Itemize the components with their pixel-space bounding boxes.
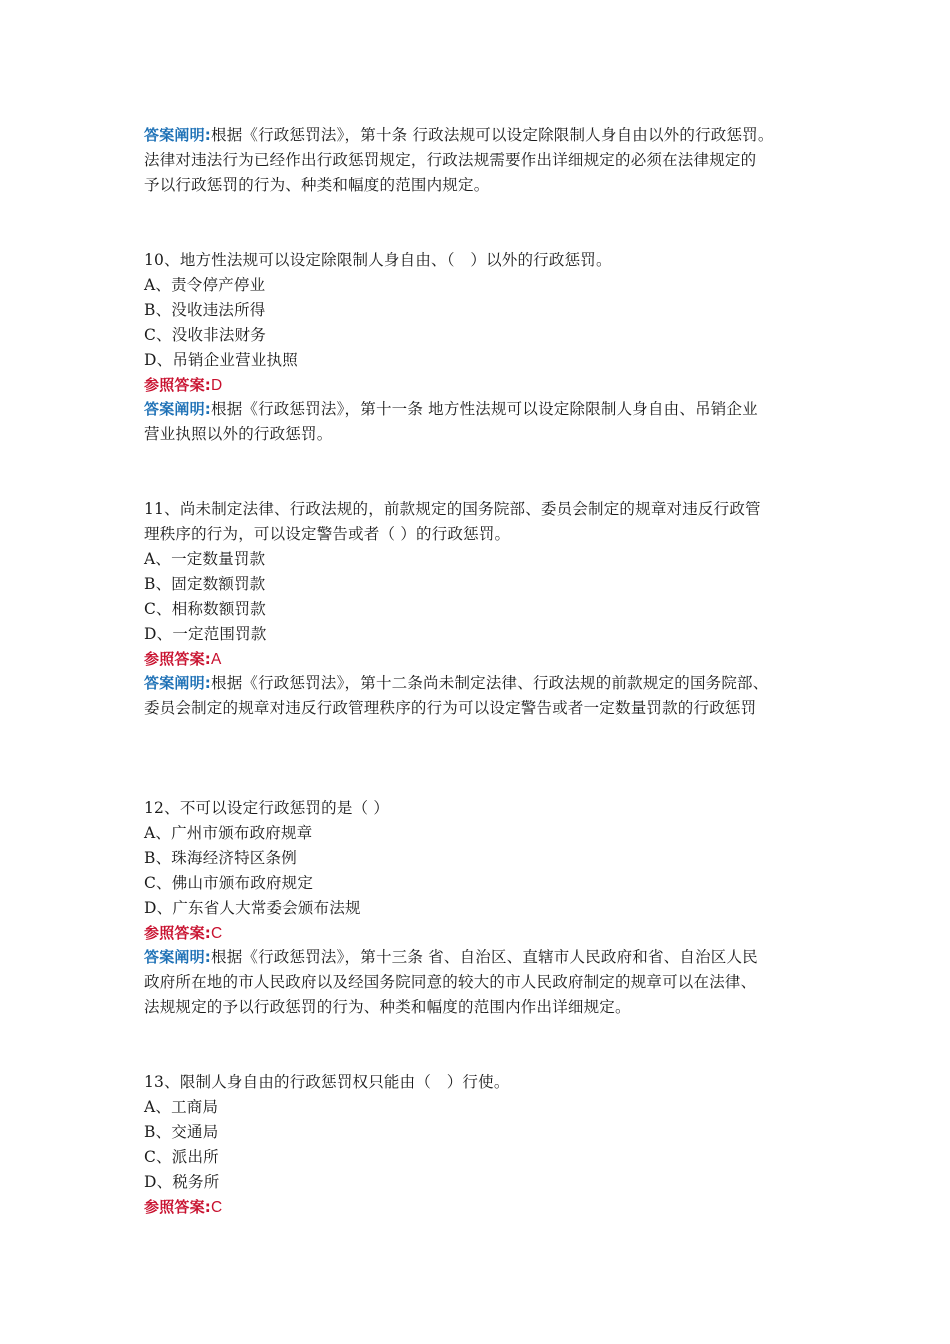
explanation-label: 答案阐明:: [144, 126, 211, 144]
explanation-text: 根据《行政惩罚法》，第十三条 省、自治区、直辖市人民政府和省、自治区人民: [211, 948, 758, 966]
answer-label: 参照答案:: [144, 650, 211, 668]
question-text: 理秩序的行为，可以设定警告或者（ ）的行政惩罚。: [144, 525, 511, 543]
explanation-text: 根据《行政惩罚法》，第十条 行政法规可以设定除限制人身自由以外的行政惩罚。: [211, 126, 774, 144]
option-d: D、税务所: [144, 1173, 220, 1191]
answer-line: [144, 1195, 222, 1219]
question-text: 13、限制人身自由的行政惩罚权只能由（ ）行使。: [144, 1073, 510, 1091]
option-a: A、责令停产停业: [144, 276, 266, 294]
option-c: C、相称数额罚款: [144, 600, 266, 618]
option-b: B、没收违法所得: [144, 301, 266, 319]
option-d: D、一定范围罚款: [144, 625, 267, 643]
answer-line: [144, 921, 222, 945]
option-d: D、广东省人大常委会颁布法规: [144, 899, 361, 917]
explanation-line: 法律对违法行为已经作出行政惩罚规定，行政法规需要作出详细规定的必须在法律规定的: [144, 151, 757, 169]
option-a: A、工商局: [144, 1098, 219, 1116]
answer-line: [144, 647, 222, 671]
option-b: B、固定数额罚款: [144, 575, 266, 593]
explanation-line: 营业执照以外的行政惩罚。: [144, 425, 333, 443]
explanation-line: [144, 671, 768, 695]
answer-line: [144, 373, 222, 397]
answer-value: C: [211, 925, 223, 942]
explanation-line: 予以行政惩罚的行为、种类和幅度的范围内规定。: [144, 176, 490, 194]
option-a: A、广州市颁布政府规章: [144, 824, 313, 842]
option-b: B、交通局: [144, 1123, 219, 1141]
explanation-text: 根据《行政惩罚法》，第十一条 地方性法规可以设定除限制人身自由、吊销企业: [211, 400, 758, 418]
explanation-line: 政府所在地的市人民政府以及经国务院同意的较大的市人民政府制定的规章可以在法律、: [144, 973, 757, 991]
question-text: 10、地方性法规可以设定除限制人身自由、（ ）以外的行政惩罚。: [144, 251, 612, 269]
answer-value: C: [211, 1199, 223, 1216]
explanation-text: 根据《行政惩罚法》，第十二条尚未制定法律、行政法规的前款规定的国务院部、: [211, 674, 769, 692]
explanation-line: 法规规定的予以行政惩罚的行为、种类和幅度的范围内作出详细规定。: [144, 998, 631, 1016]
answer-label: 参照答案:: [144, 924, 211, 942]
answer-value: A: [211, 651, 222, 668]
option-c: C、佛山市颁布政府规定: [144, 874, 314, 892]
answer-value: D: [211, 377, 223, 394]
question-text: 11、尚未制定法律、行政法规的，前款规定的国务院部、委员会制定的规章对违反行政管: [144, 500, 761, 518]
explanation-label: 答案阐明:: [144, 948, 211, 966]
option-d: D、吊销企业营业执照: [144, 351, 298, 369]
option-c: C、没收非法财务: [144, 326, 266, 344]
answer-label: 参照答案:: [144, 376, 211, 394]
option-c: C、派出所: [144, 1148, 219, 1166]
answer-label: 参照答案:: [144, 1198, 211, 1216]
explanation-line: [144, 397, 758, 421]
explanation-line: 委员会制定的规章对违反行政管理秩序的行为可以设定警告或者一定数量罚款的行政惩罚: [144, 699, 757, 717]
explanation-line: [144, 123, 774, 147]
explanation-label: 答案阐明:: [144, 400, 211, 418]
explanation-line: [144, 945, 758, 969]
option-a: A、一定数量罚款: [144, 550, 266, 568]
question-text: 12、不可以设定行政惩罚的是（ ）: [144, 799, 390, 817]
option-b: B、珠海经济特区条例: [144, 849, 297, 867]
explanation-label: 答案阐明:: [144, 674, 211, 692]
